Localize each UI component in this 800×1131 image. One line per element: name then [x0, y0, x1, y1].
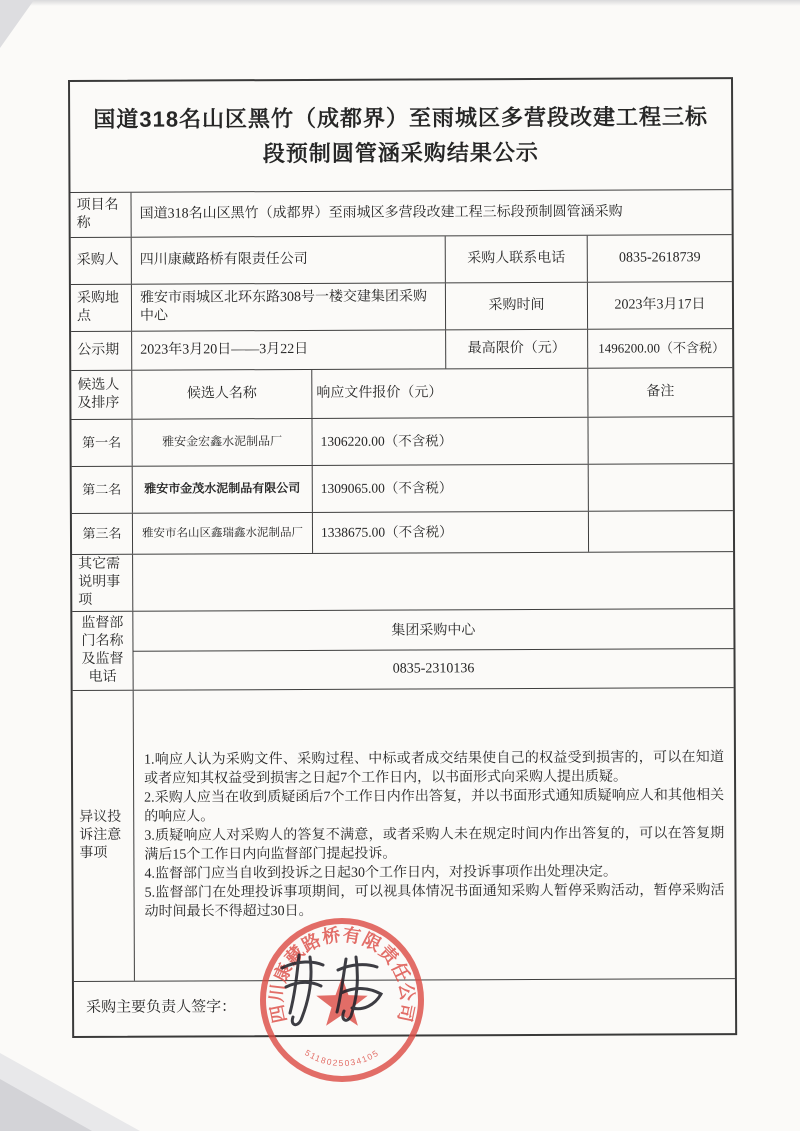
objection-item-2: 2.采购人应当在收到质疑函后7个工作日内作出答复，并以书面形式通知质疑响应人和其他相关的响应人。	[144, 787, 725, 825]
objection-item-4: 4.监督部门应当自收到投诉之日起30个工作日内，对投诉事项作出处理决定。	[144, 864, 617, 882]
seal-registration-code: 5118025034105	[303, 1047, 381, 1069]
candidate-row-1	[71, 416, 732, 466]
announcement-table	[68, 77, 737, 1038]
candidate-row-3	[72, 510, 733, 554]
purchase-time-value: 2023年3月17日	[587, 282, 732, 329]
candidate-1-name: 雅安金宏鑫水泥制品厂	[131, 419, 311, 466]
objection-label: 异议投诉注意事项	[79, 809, 122, 862]
other-notes-value	[132, 552, 733, 611]
objection-item-1: 1.响应人认为采购文件、采购过程、中标或者成交结果使自己的权益受到损害的，可以在知道或者应知其权益受到损害之日起7个工作日内，以书面形式向采购人提出质疑。	[143, 749, 724, 787]
signature-row	[74, 978, 735, 1036]
purchaser-row	[71, 234, 732, 284]
candidate-3-remark	[588, 511, 733, 552]
candidate-2-bid: 1309065.00（不含税）	[312, 465, 588, 512]
max-price-value: 1496200.00（不含税）	[587, 329, 732, 368]
objection-content	[133, 688, 735, 981]
objection-item-3: 3.质疑响应人对采购人的答复不满意，或者采购人未在规定时间内作出答复的，可以在答复期满后15个工作日内向监督部门提起投诉。	[144, 825, 725, 863]
purchaser-phone-label: 采购人联系电话	[445, 236, 587, 283]
candidate-1-bid: 1306220.00（不含税）	[311, 418, 587, 465]
project-name-value: 国道318名山区黑竹（成都界）至雨城区多营段改建工程三标段预制圆管涵采购	[130, 190, 731, 237]
candidates-rank-header: 候选人及排序	[77, 377, 120, 411]
signature-label: 采购主要负责人签字：	[86, 999, 237, 1017]
candidate-3-name: 雅安市名山区鑫瑞鑫水泥制品厂	[132, 513, 312, 554]
objection-row	[73, 687, 735, 981]
candidate-3-rank: 第三名	[82, 525, 122, 541]
title-row	[70, 79, 731, 192]
purchase-time-label: 采购时间	[445, 283, 587, 330]
supervisor-phone: 0835-2310136	[133, 648, 733, 690]
page-title: 国道318名山区黑竹（成都界）至雨城区多营段改建工程三标段预制圆管涵采购结果公示	[93, 104, 709, 167]
project-name-row	[70, 189, 731, 237]
candidate-1-rank: 第一名	[82, 434, 122, 450]
supervisor-label: 监督部门名称及监督电话	[81, 615, 124, 686]
other-notes-label: 其它需说明事项	[78, 556, 121, 609]
supervisor-row	[72, 608, 733, 690]
paper-corner-top-left	[0, 0, 34, 48]
publicity-row	[71, 328, 732, 370]
publicity-label: 公示期	[77, 342, 120, 358]
supervisor-department: 集团采购中心	[391, 623, 476, 639]
purchaser-value: 四川康藏路桥有限责任公司	[131, 236, 445, 283]
seal-company-name: 四川康藏路桥有限责任公司	[266, 924, 418, 1025]
purchaser-label: 采购人	[76, 252, 119, 268]
publicity-value: 2023年3月20日——3月22日	[131, 330, 445, 369]
supervisor-values	[132, 609, 733, 690]
location-row	[71, 281, 732, 331]
project-name-label: 项目名称	[76, 197, 119, 231]
max-price-label: 最高限价（元）	[445, 330, 587, 369]
candidate-2-rank: 第二名	[82, 481, 122, 497]
candidates-name-header: 候选人名称	[131, 370, 311, 419]
candidate-3-bid: 1338675.00（不含税）	[312, 512, 588, 553]
objection-item-5: 5.监督部门在处理投诉事项期间，可以视具体情况书面通知采购人暂停采购活动，暂停采购活动时间最长不得超过30日。	[144, 882, 725, 920]
paper-top-edge	[0, 0, 800, 6]
candidate-2-name: 雅安市金茂水泥制品有限公司	[132, 466, 312, 513]
candidate-2-remark	[588, 464, 733, 511]
candidates-bid-header: 响应文件报价（元）	[311, 369, 587, 418]
candidate-row-2	[72, 463, 733, 513]
location-value: 雅安市雨城区北环东路308号一楼交建集团采购中心	[131, 283, 445, 330]
candidate-1-remark	[587, 417, 732, 464]
candidates-header-row	[71, 367, 732, 419]
candidates-remark-header: 备注	[587, 368, 732, 417]
purchaser-phone-value: 0835-2618739	[587, 235, 732, 282]
other-notes-row	[72, 551, 733, 611]
location-label: 采购地点	[76, 290, 119, 324]
svg-text:5118025034105	[303, 1047, 381, 1068]
